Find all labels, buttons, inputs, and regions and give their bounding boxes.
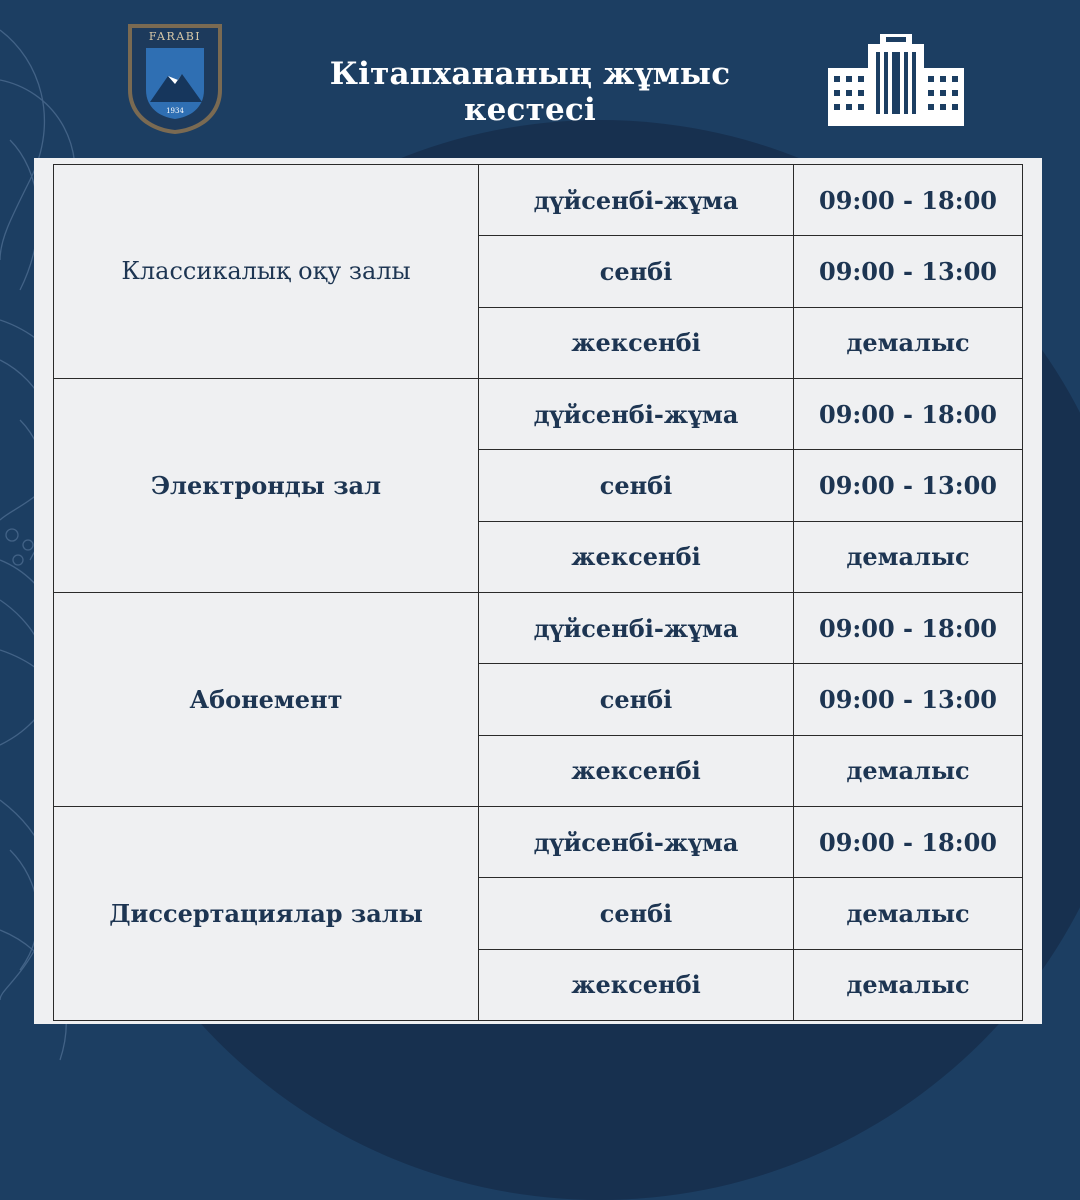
hours-cell: 09:00 - 13:00 bbox=[794, 450, 1023, 521]
room-name: Электронды зал bbox=[54, 378, 479, 592]
page-title: Кітапхананың жұмыс кестесі bbox=[329, 56, 731, 128]
day-cell: дүйсенбі-жұма bbox=[479, 592, 794, 663]
day-cell: сенбі bbox=[479, 664, 794, 735]
table-row bbox=[54, 592, 1023, 663]
hours-cell: демалыс bbox=[794, 307, 1023, 378]
day-cell: дүйсенбі-жұма bbox=[479, 165, 794, 236]
logo-top-text: FARABI bbox=[148, 30, 202, 43]
room-name: Диссертациялар залы bbox=[54, 806, 479, 1020]
hours-cell: демалыс bbox=[794, 521, 1023, 592]
hours-cell: демалыс bbox=[794, 878, 1023, 949]
day-cell: жексенбі bbox=[479, 521, 794, 592]
table-row bbox=[54, 806, 1023, 877]
university-logo bbox=[124, 20, 226, 136]
day-cell: дүйсенбі-жұма bbox=[479, 806, 794, 877]
hours-cell: 09:00 - 13:00 bbox=[794, 664, 1023, 735]
day-cell: дүйсенбі-жұма bbox=[479, 378, 794, 449]
day-cell: сенбі bbox=[479, 236, 794, 307]
hours-cell: 09:00 - 18:00 bbox=[794, 592, 1023, 663]
day-cell: сенбі bbox=[479, 450, 794, 521]
hours-cell: 09:00 - 18:00 bbox=[794, 165, 1023, 236]
hours-cell: 09:00 - 13:00 bbox=[794, 236, 1023, 307]
library-building-icon bbox=[828, 28, 964, 126]
hours-cell: 09:00 - 18:00 bbox=[794, 378, 1023, 449]
room-name: Абонемент bbox=[54, 592, 479, 806]
table-row bbox=[54, 378, 1023, 449]
day-cell: жексенбі bbox=[479, 949, 794, 1020]
hours-cell: 09:00 - 18:00 bbox=[794, 806, 1023, 877]
header bbox=[0, 0, 1080, 155]
day-cell: жексенбі bbox=[479, 735, 794, 806]
day-cell: жексенбі bbox=[479, 307, 794, 378]
day-cell: сенбі bbox=[479, 878, 794, 949]
table-row bbox=[54, 165, 1023, 236]
room-name: Классикалық оқу залы bbox=[54, 165, 479, 379]
hours-cell: демалыс bbox=[794, 949, 1023, 1020]
logo-year: 1934 bbox=[166, 107, 184, 115]
schedule-panel bbox=[34, 158, 1042, 1024]
hours-cell: демалыс bbox=[794, 735, 1023, 806]
schedule-table bbox=[53, 164, 1023, 1021]
